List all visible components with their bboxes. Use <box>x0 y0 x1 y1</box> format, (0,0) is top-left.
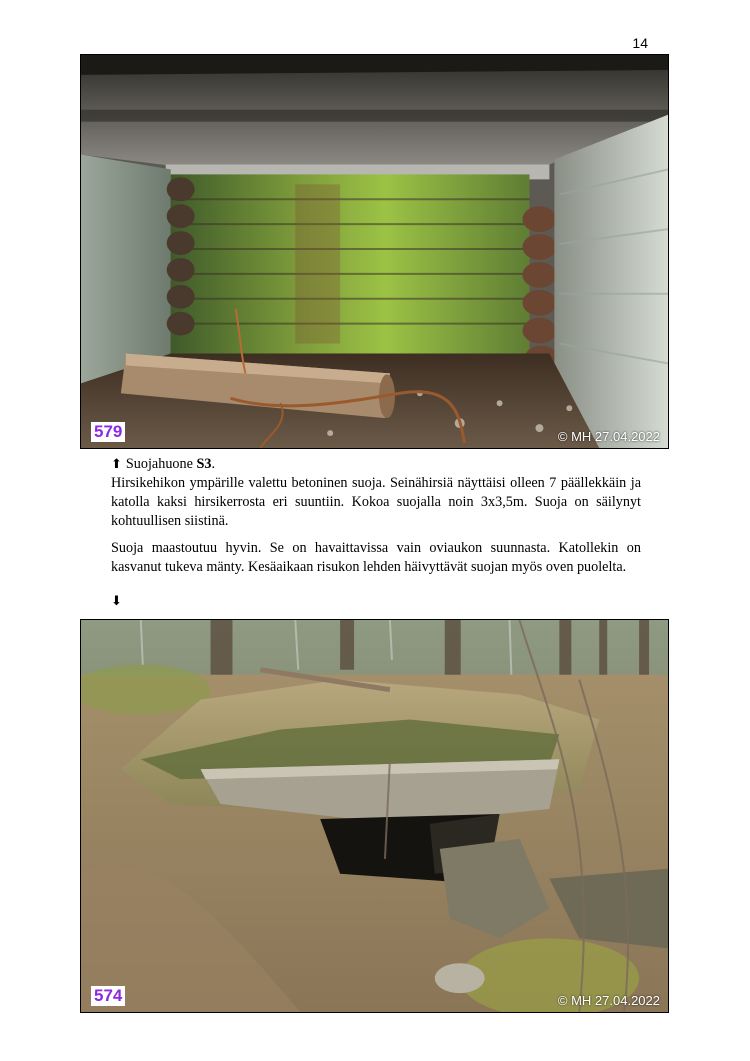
shelter-exterior-image <box>81 620 668 1012</box>
photo-number-label: 574 <box>91 986 125 1006</box>
shelter-interior-image <box>81 55 668 448</box>
caption-paragraph-1: Hirsikehikon ympärille valettu betoninen suoja. Seinähirsiä näyttäisi olleen 7 päällekkäin ja katolla kaksi hirsikerrosta eri suuntiin. Kokoa suojalla noin 3x3,5m. Suoja on säilynyt kohtuullisen siistinä. <box>111 475 641 529</box>
caption-paragraph-2: Suoja maastoutuu hyvin. Se on havaittavissa vain oviaukon suunnasta. Katollekin on kasvanut tukeva mänty. Kesäaikaan risukon lehden häivyttävät suojan myös oven puolelta. <box>111 540 641 575</box>
caption-suffix: . <box>211 456 215 472</box>
caption-title <box>111 455 641 474</box>
photo-shelter-exterior <box>80 619 669 1013</box>
shelter-id: S3 <box>196 456 212 472</box>
photo-credit: © MH 27.04.2022 <box>557 993 660 1008</box>
arrow-up-icon: ⬆ <box>111 457 122 472</box>
caption-prefix: Suojahuone <box>125 456 197 472</box>
arrow-down-icon: ⬇ <box>111 594 122 609</box>
photo-shelter-interior <box>80 54 669 449</box>
page-number: 14 <box>632 35 648 51</box>
photo-number-label: 579 <box>91 422 125 442</box>
photo-credit: © MH 27.04.2022 <box>557 429 660 444</box>
caption-block <box>111 455 641 537</box>
